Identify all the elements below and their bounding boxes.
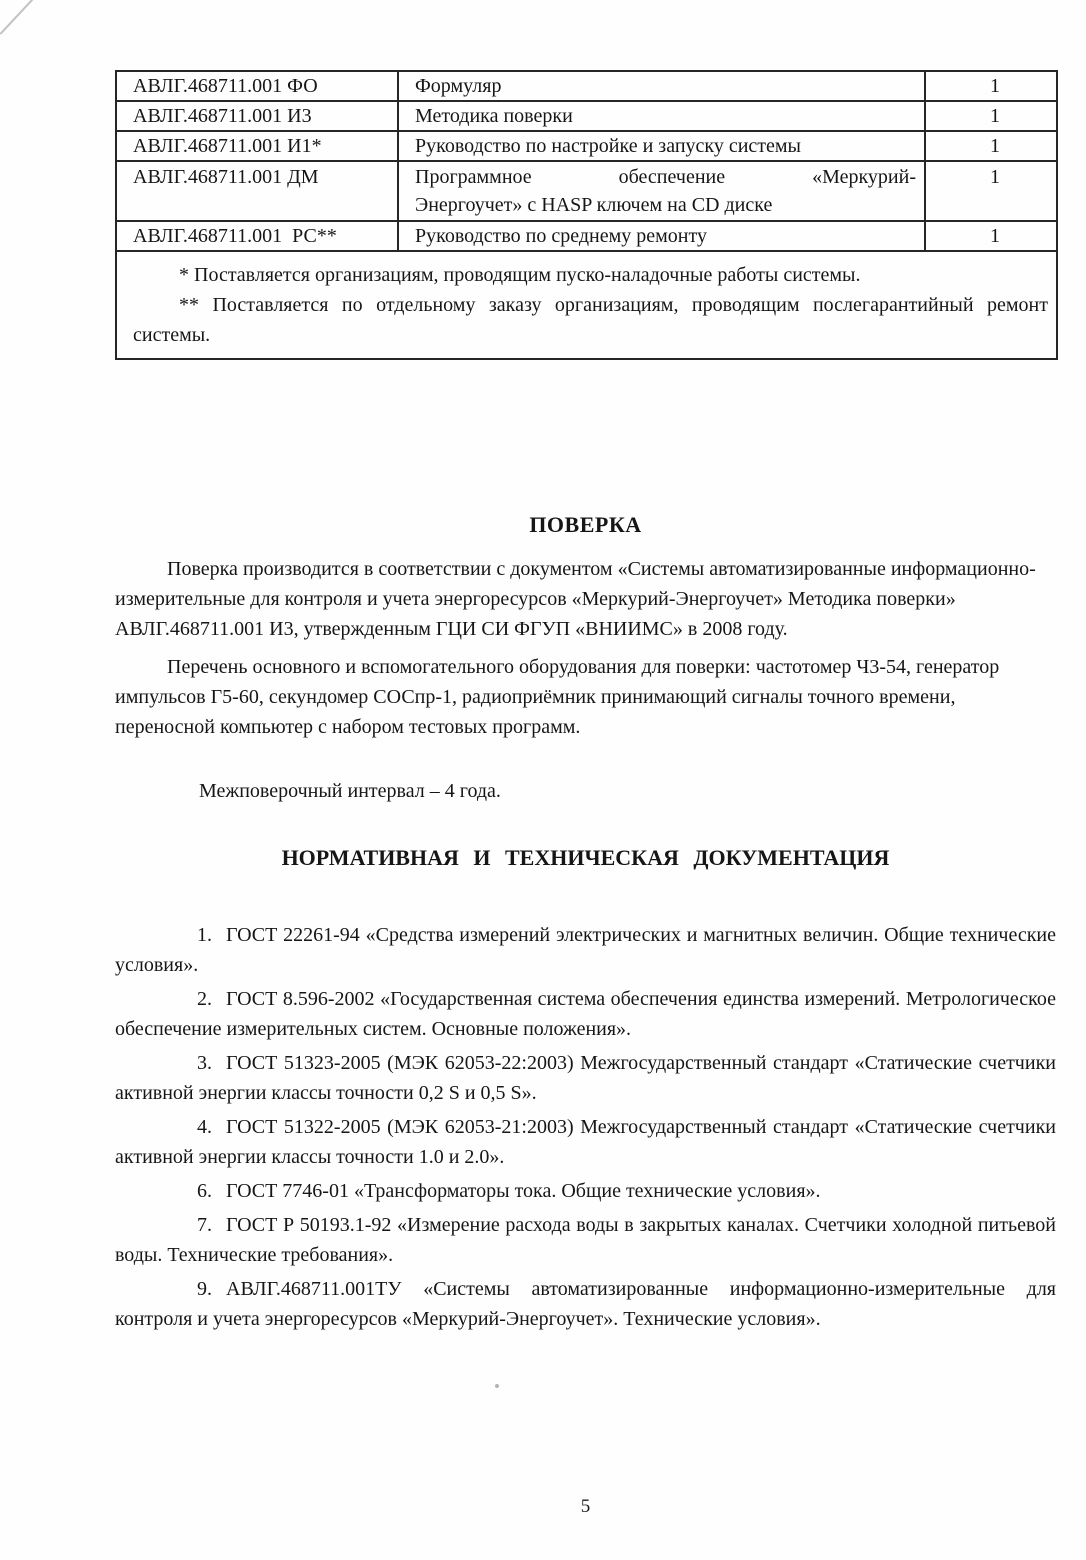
poverka-paragraph: Поверка производится в соответствии с документом «Системы автоматизированные информационно-измерительные для контроля и учета энергоресурсов «Меркурий-Энергоучет» Методика поверки» АВЛГ.468711.001 И3, утвержденным ГЦИ СИ ФГУП «ВНИИМС» в 2008 году. (115, 558, 1036, 640)
doc-title: Руководство по настройке и запуску системы (398, 131, 925, 161)
list-item-text: ГОСТ Р 50193.1-92 «Измерение расхода воды в закрытых каналах. Счетчики холодной питьевой воды. Технические требования». (115, 1214, 1056, 1266)
list-item-text: ГОСТ 22261-94 «Средства измерений электрических и магнитных величин. Общие технические условия». (115, 924, 1056, 976)
doc-title-line: Энергоучет» с HASP ключем на CD диске (415, 194, 773, 216)
doc-qty: 1 (925, 221, 1057, 251)
doc-code: АВЛГ.468711.001 РС** (116, 221, 398, 251)
doc-title: Методика поверки (398, 101, 925, 131)
list-item-text: АВЛГ.468711.001ТУ «Системы автоматизированные информационно-измерительные для контроля и учета энергоресурсов «Меркурий-Энергоучет». Технические условия». (115, 1278, 1056, 1330)
scan-artifact-dot (495, 1384, 499, 1388)
table-row (116, 221, 1057, 251)
table-row (116, 131, 1057, 161)
doc-qty: 1 (925, 161, 1057, 221)
list-item-number: 3. (197, 1052, 212, 1074)
doc-title-line: Программное обеспечение «Меркурий- (415, 166, 916, 188)
list-item-number: 1. (197, 924, 212, 946)
list-item-number: 6. (197, 1180, 212, 1202)
poverka-paragraph: Перечень основного и вспомогательного оборудования для поверки: частотомер Ч3-54, генератор импульсов Г5-60, секундомер СОСпр-1, радиоприёмник принимающий сигналы точного времени, переносной компьютер с набором тестовых программ. (115, 656, 1000, 738)
list-item (115, 1048, 1056, 1108)
list-item (115, 1210, 1056, 1270)
table-row (116, 161, 1057, 221)
doc-title: Руководство по среднему ремонту (398, 221, 925, 251)
documents-table (115, 70, 1058, 360)
footnote-single-asterisk: * Поставляется организациям, проводящим пуско-наладочные работы системы. (179, 264, 861, 286)
list-item-text: ГОСТ 51322-2005 (МЭК 62053-21:2003) Межгосударственный стандарт «Статические счетчики активной энергии классы точности 1.0 и 2.0». (115, 1116, 1056, 1168)
normative-heading: НОРМАТИВНАЯ И ТЕХНИЧЕСКАЯ ДОКУМЕНТАЦИЯ (281, 845, 890, 870)
table-row (116, 101, 1057, 131)
footnote-double-asterisk: ** Поставляется по отдельному заказу организациям, проводящим послегарантийный ремонт системы. (133, 294, 1048, 346)
list-item-number: 7. (197, 1214, 212, 1236)
list-item-number: 9. (197, 1278, 212, 1300)
doc-code: АВЛГ.468711.001 ДМ (116, 161, 398, 221)
doc-code: АВЛГ.468711.001 И1* (116, 131, 398, 161)
doc-qty: 1 (925, 101, 1057, 131)
list-item (115, 1112, 1056, 1172)
doc-qty: 1 (925, 131, 1057, 161)
list-item-number: 2. (197, 988, 212, 1010)
doc-code: АВЛГ.468711.001 ФО (116, 71, 398, 101)
normative-list (115, 920, 1056, 1334)
list-item-number: 4. (197, 1116, 212, 1138)
poverka-heading: ПОВЕРКА (529, 512, 642, 537)
page-content (115, 0, 1056, 1338)
doc-title (398, 161, 925, 221)
page-number: 5 (580, 1496, 591, 1517)
interval-line: Межповерочный интервал – 4 года. (199, 780, 501, 802)
list-item (115, 1274, 1056, 1334)
scan-artifact-line (0, 0, 36, 35)
doc-title: Формуляр (398, 71, 925, 101)
doc-qty: 1 (925, 71, 1057, 101)
table-notes-cell (116, 251, 1057, 359)
list-item (115, 984, 1056, 1044)
list-item (115, 920, 1056, 980)
table-notes-row (116, 251, 1057, 359)
list-item-text: ГОСТ 7746-01 «Трансформаторы тока. Общие технические условия». (226, 1180, 821, 1202)
table-row (116, 71, 1057, 101)
doc-code: АВЛГ.468711.001 И3 (116, 101, 398, 131)
list-item-text: ГОСТ 51323-2005 (МЭК 62053-22:2003) Межгосударственный стандарт «Статические счетчики активной энергии классы точности 0,2 S и 0,5 S». (115, 1052, 1056, 1104)
list-item-text: ГОСТ 8.596-2002 «Государственная система обеспечения единства измерений. Метрологическое обеспечение измерительных систем. Основные положения». (115, 988, 1056, 1040)
list-item (115, 1176, 1056, 1206)
